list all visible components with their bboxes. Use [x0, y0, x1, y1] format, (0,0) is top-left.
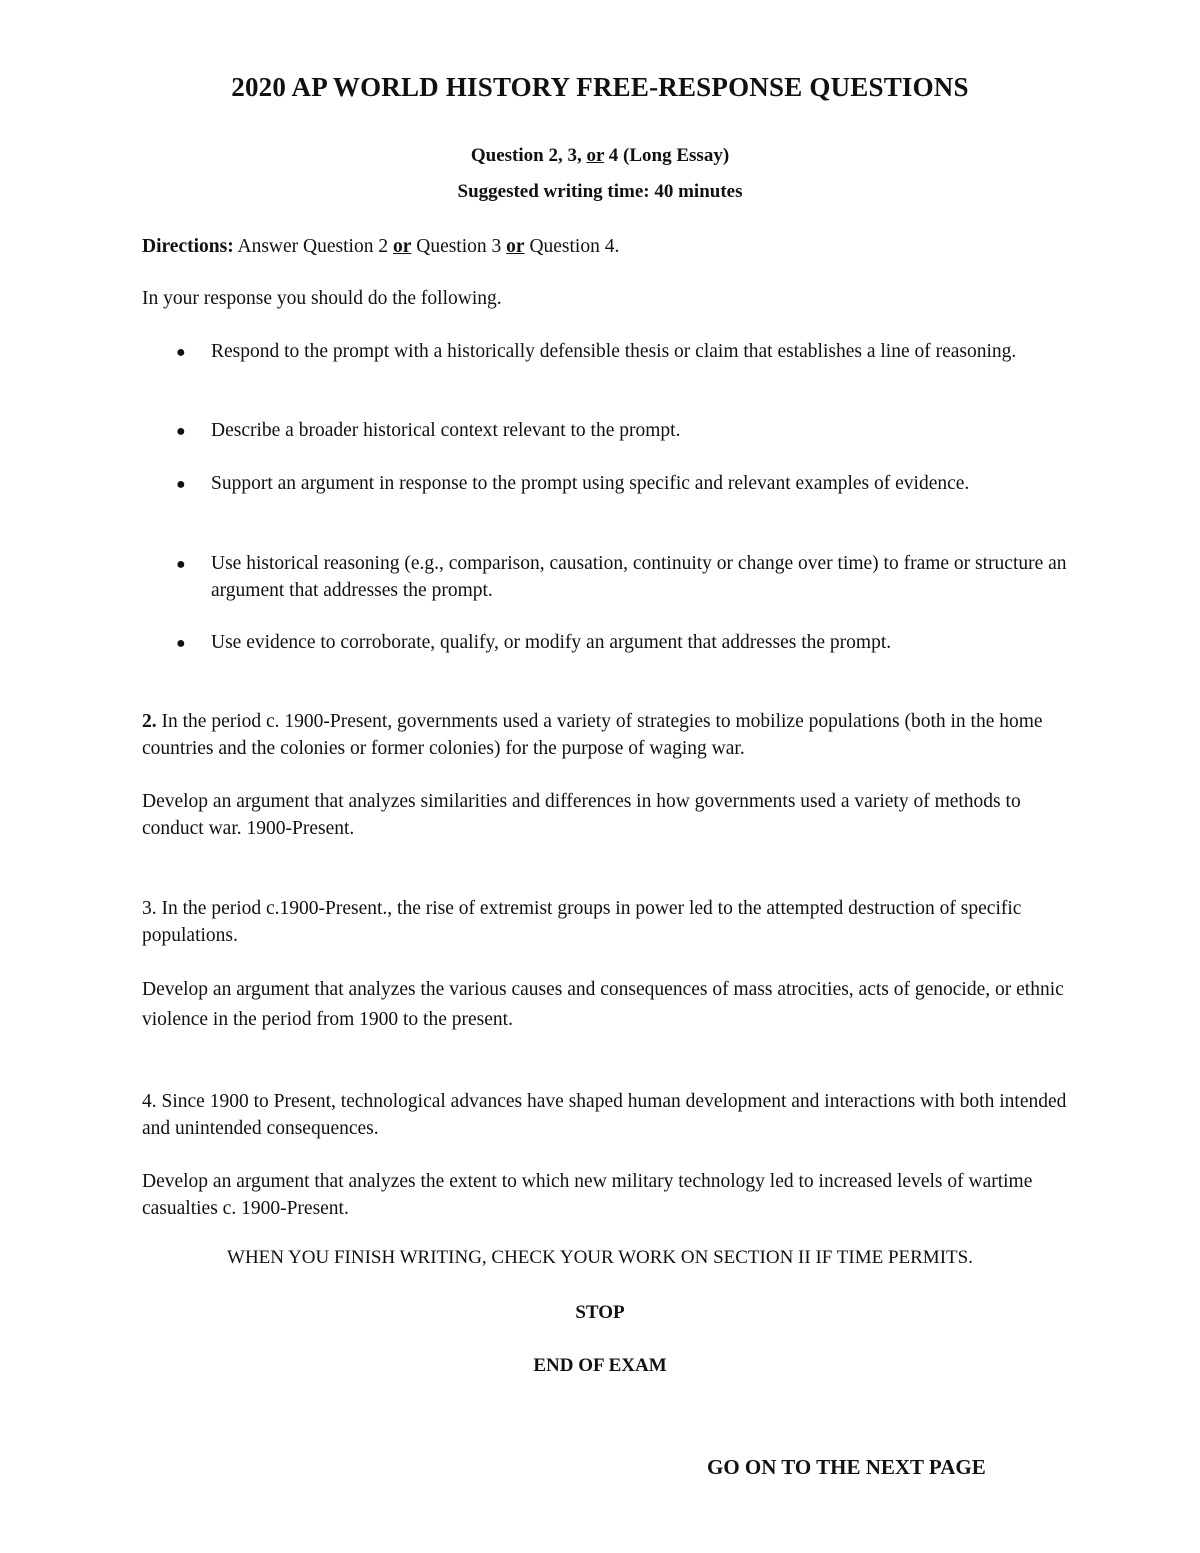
bullet-item-complexity: Use evidence to corroborate, qualify, or modify an argument that addresses the prompt.	[211, 632, 892, 653]
bullet-item-reasoning: Use historical reasoning (e.g., comparison, causation, continuity or change over time) to frame or structure an argument that addresses the prompt.	[211, 553, 1067, 601]
directions-label: Directions:	[142, 236, 234, 257]
question-4-prompt: 4. Since 1900 to Present, technological advances have shaped human development and interactions with both intended and unintended consequences.	[142, 1091, 1067, 1139]
question-range-heading: Question 2, 3, or 4 (Long Essay)	[470, 145, 730, 166]
question-number: 2.	[142, 711, 157, 732]
bullet-icon: ●	[176, 476, 186, 493]
question-3-prompt: 3. In the period c.1900-Present., the rise of extremist groups in power led to the attempted destruction of specific populations.	[142, 898, 1022, 946]
bullet-icon: ●	[176, 344, 186, 361]
bullet-item-thesis: Respond to the prompt with a historically defensible thesis or claim that establishes a line of reasoning.	[211, 341, 1017, 362]
end-of-exam-label: END OF EXAM	[533, 1355, 667, 1376]
check-work-notice: WHEN YOU FINISH WRITING, CHECK YOUR WORK ON SECTION II IF TIME PERMITS.	[227, 1247, 973, 1268]
question-3-task: Develop an argument that analyzes the various causes and consequences of mass atrocities, acts of genocide, or ethnic violence in the period from 1900 to the present.	[142, 979, 1064, 1030]
stop-label: STOP	[575, 1302, 625, 1323]
bullet-icon: ●	[176, 556, 186, 573]
suggested-time: Suggested writing time: 40 minutes	[457, 181, 743, 202]
question-number: 4.	[142, 1091, 157, 1112]
page-title: 2020 AP WORLD HISTORY FREE-RESPONSE QUESTIONS	[231, 72, 969, 102]
bullet-icon: ●	[176, 635, 186, 652]
question-number: 3.	[142, 898, 157, 919]
question-2-prompt: 2. In the period c. 1900-Present, governments used a variety of strategies to mobilize populations (both in the home countries and the colonies or former colonies) for the purpose of waging war.	[142, 711, 1043, 759]
bullet-icon: ●	[176, 423, 186, 440]
next-page-label: GO ON TO THE NEXT PAGE	[707, 1455, 986, 1479]
bullet-item-context: Describe a broader historical context relevant to the prompt.	[211, 420, 681, 441]
intro-text: In your response you should do the following.	[142, 288, 502, 309]
directions: Directions: Answer Question 2 or Question 3 or Question 4.	[142, 236, 620, 257]
bullet-item-evidence: Support an argument in response to the prompt using specific and relevant examples of evidence.	[211, 473, 970, 494]
question-4-task: Develop an argument that analyzes the extent to which new military technology led to increased levels of wartime casualties c. 1900-Present.	[142, 1171, 1033, 1219]
question-2-task: Develop an argument that analyzes similarities and differences in how governments used a variety of methods to conduct war. 1900-Present.	[142, 791, 1021, 839]
